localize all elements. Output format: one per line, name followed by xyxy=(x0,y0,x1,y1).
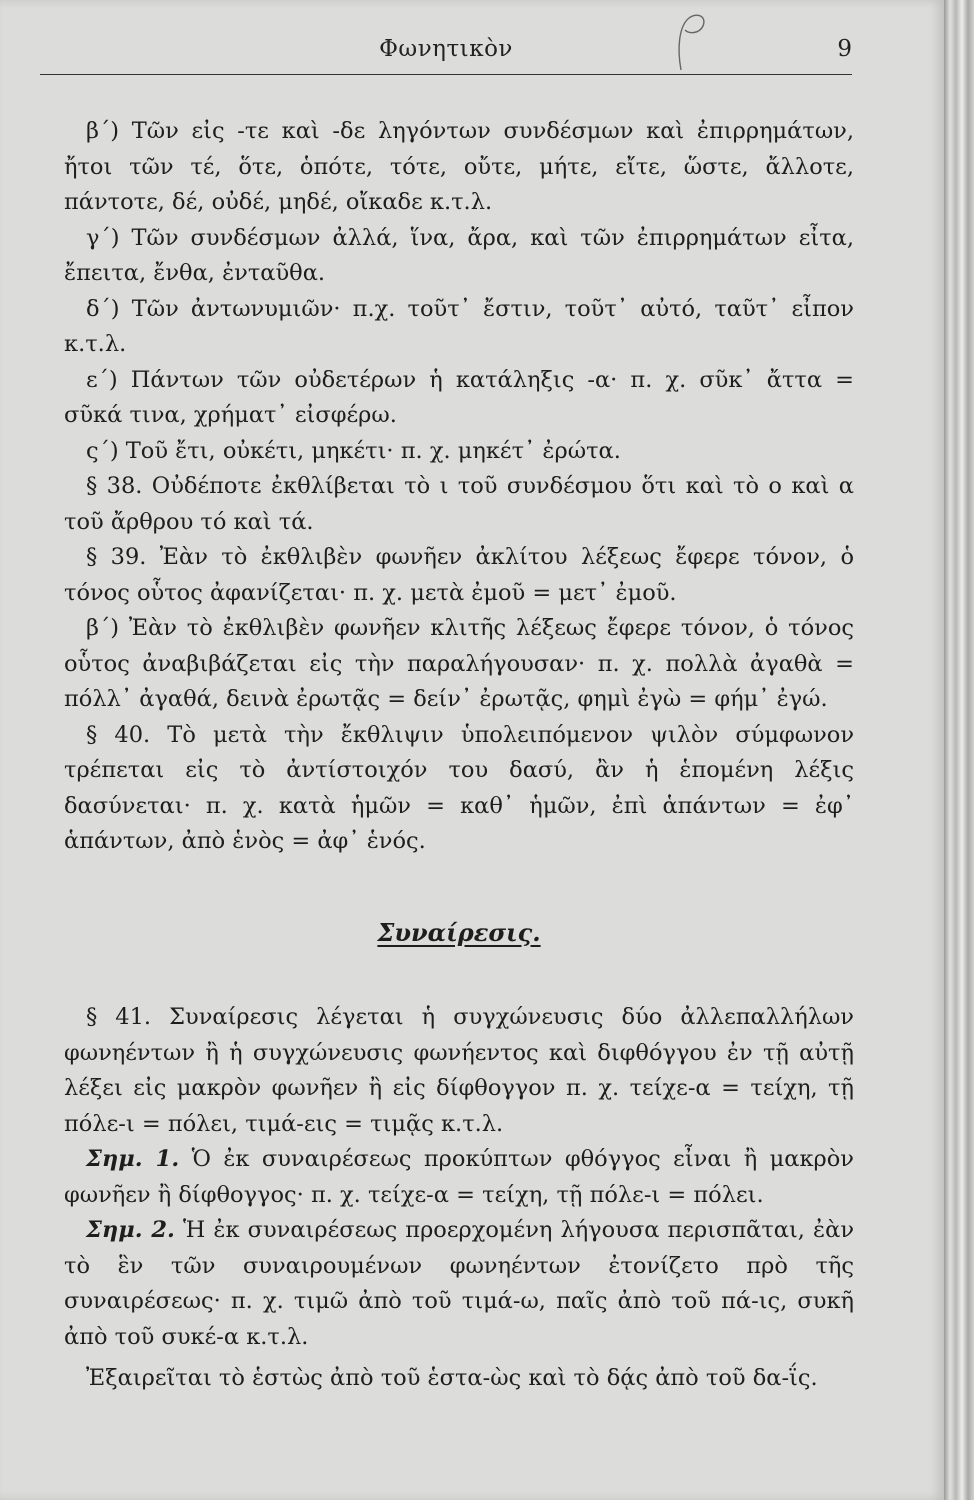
paragraph: δ΄) Τῶν ἀντωνυμιῶν· π.χ. τοῦτ᾿ ἔστιν, τοῦτ᾿ αὐτό, ταῦτ᾿ εἶπον κ.τ.λ. xyxy=(64,295,854,357)
paragraph: Ἐξαιρεῖται τὸ ἑστὼς ἀπὸ τοῦ ἑστα-ὼς καὶ τὸ δᾴς ἀπὸ τοῦ δα-ΐς. xyxy=(86,1365,818,1391)
paragraph: § 41. Συναίρεσις λέγεται ἡ συγχώνευσις δύο ἀλλεπαλλήλων φωνηέντων ἢ ἡ συγχώνευσις φωνήεντος καὶ διφθόγγου ἐν τῇ αὐτῇ λέξει εἰς μακρὸν φωνῆεν ἢ εἰς δίφθογγον π. χ. τείχε-α = τείχη, τῇ πόλε-ι = πόλει, τιμά-εις = τιμᾷς κ.τ.λ. xyxy=(64,1004,854,1137)
note-text: Ἡ ἐκ συναιρέσεως προερχομένη λήγουσα περισπᾶται, ἐὰν τὸ ἓν τῶν συναιρουμένων φωνηέντων ἐτονίζετο πρὸ τῆς συναιρέσεως· π. χ. τιμῶ ἀπὸ τοῦ τιμά-ω, παῖς ἀπὸ τοῦ πά-ις, συκῆ ἀπὸ τοῦ συκέ-α κ.τ.λ. xyxy=(64,1217,855,1350)
section-heading: Συναίρεσις. xyxy=(377,917,541,947)
paragraph: § 38. Οὐδέποτε ἐκθλίβεται τὸ ι τοῦ συνδέσμου ὅτι καὶ τὸ ο καὶ α τοῦ ἄρθρου τό καὶ τά. xyxy=(64,473,854,535)
note-text: Ὁ ἐκ συναιρέσεως προκύπτων φθόγγος εἶναι ἢ μακρὸν φωνῆεν ἢ δίφθογγος· π. χ. τείχε-α = τείχη, τῇ πόλε-ι = πόλει. xyxy=(64,1146,854,1208)
paragraph: ς΄) Τοῦ ἔτι, οὐκέτι, μηκέτι· π. χ. μηκέτ᾿ ἐρώτα. xyxy=(86,437,621,464)
running-title: Φωνητικὸν xyxy=(379,36,513,62)
page-edge xyxy=(944,0,974,1500)
paragraph: β΄) Τῶν εἰς -τε καὶ -δε ληγόντων συνδέσμων καὶ ἐπιρρημάτων, ἤτοι τῶν τέ, ὅτε, ὁπότε, τότε, οὔτε, μήτε, εἴτε, ὥστε, ἄλλοτε, πάντοτε, δέ, οὐδέ, μηδέ, οἴκαδε κ.τ.λ. xyxy=(64,118,854,215)
note-label: Σημ. 2. xyxy=(86,1217,175,1243)
page-header xyxy=(40,28,852,75)
pencil-mark-icon xyxy=(667,8,723,78)
page-body xyxy=(64,114,854,1397)
paragraph: § 39. Ἐὰν τὸ ἐκθλιβὲν φωνῆεν ἀκλίτου λέξεως ἔφερε τόνον, ὁ τόνος οὗτος ἀφανίζεται· π. χ. μετὰ ἐμοῦ = μετ᾿ ἐμοῦ. xyxy=(64,544,854,606)
paragraph: ε΄) Πάντων τῶν οὐδετέρων ἡ κατάληξις -α· π. χ. σῦκ᾿ ἄττα = σῦκά τινα, χρήματ᾿ εἰσφέρω. xyxy=(64,366,854,428)
paragraph: γ΄) Τῶν συνδέσμων ἀλλά, ἵνα, ἄρα, καὶ τῶν ἐπιρρημάτων εἶτα, ἔπειτα, ἔνθα, ἐνταῦθα. xyxy=(64,224,854,286)
page-number: 9 xyxy=(837,36,852,62)
note xyxy=(64,1213,854,1355)
paragraph: § 40. Τὸ μετὰ τὴν ἔκθλιψιν ὑπολειπόμενον ψιλὸν σύμφωνον τρέπεται εἰς τὸ ἀντίστοιχόν του δασύ, ἂν ἡ ἑπομένη λέξις δασύνεται· π. χ. κατὰ ἡμῶν = καθ᾿ ἡμῶν, ἐπὶ ἁπάντων = ἐφ᾿ ἁπάντων, ἀπὸ ἑνὸς = ἀφ᾿ ἑνός. xyxy=(64,721,854,854)
note-label: Σημ. 1. xyxy=(86,1146,180,1172)
note xyxy=(64,1142,854,1213)
paragraph: β΄) Ἐὰν τὸ ἐκθλιβὲν φωνῆεν κλιτῆς λέξεως ἔφερε τόνον, ὁ τόνος οὗτος ἀναβιβάζεται εἰς τὴν παραλήγουσαν· π. χ. πολλὰ ἀγαθὰ = πόλλ᾿ ἀγαθά, δεινὰ ἐρωτᾷς = δείν᾿ ἐρωτᾷς, φημὶ ἐγὼ = φήμ᾿ ἐγώ. xyxy=(64,615,854,712)
